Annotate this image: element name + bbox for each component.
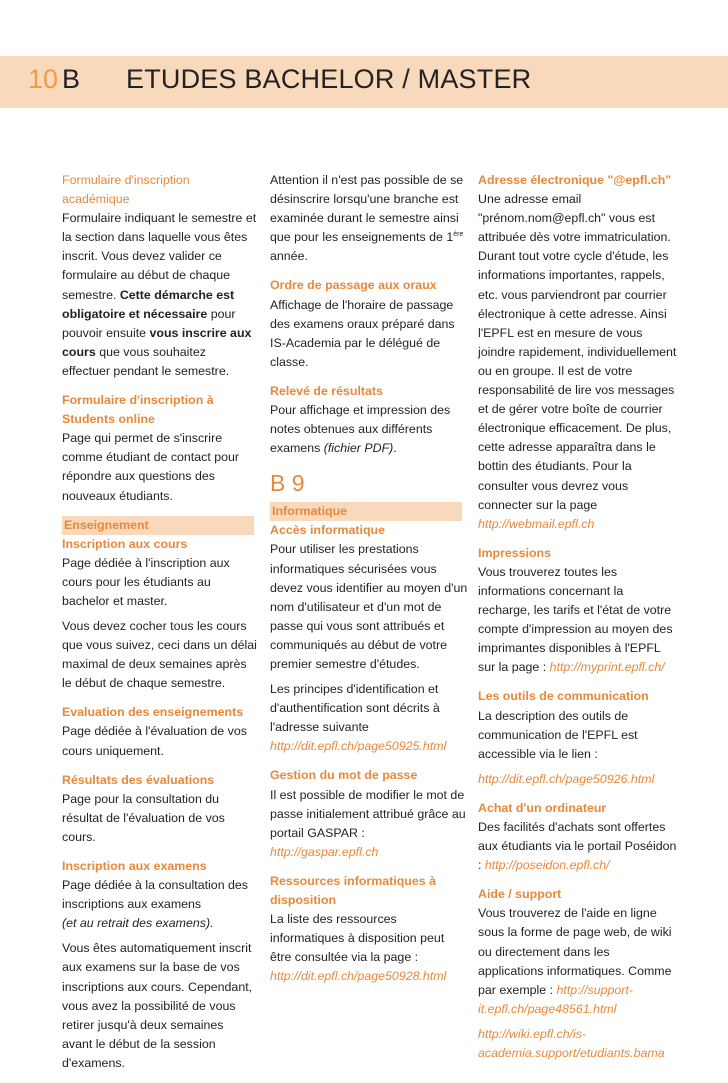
resources-text: La liste des ressources informatiques à disposition peut être consultée via la page : [270, 912, 445, 965]
exam-note: (et au retrait des examens). [62, 916, 214, 931]
eval-block [62, 703, 257, 760]
support-block [478, 885, 678, 1063]
eval-heading: Evaluation des enseignements [62, 705, 244, 720]
resources-link[interactable]: http://dit.epfl.ch/page50928.html [270, 969, 447, 984]
pwd-block [270, 766, 468, 861]
webmail-link[interactable]: http://webmail.epfl.ch [478, 516, 595, 531]
releve-note: (fichier PDF) [323, 441, 394, 456]
column-2 [270, 171, 468, 996]
oral-block [270, 276, 468, 371]
exam-block [62, 857, 257, 1073]
comm-heading: Les outils de communication [478, 689, 649, 704]
results-text: Page pour la consultation du résultat de l'évaluation de vos cours. [62, 791, 225, 844]
releve-block [270, 382, 468, 458]
buy-block [478, 799, 678, 875]
inscription-form-heading: Formulaire d'inscription académique [62, 173, 190, 207]
email-heading: Adresse électronique "@epfl.ch" [478, 173, 672, 187]
inscription-form-text-3: que vous souhaitez effectuer pendant le semestre. [62, 344, 230, 378]
eval-text: Page dédiée à l'évaluation de vos cours uniquement. [62, 724, 247, 758]
support-heading: Aide / support [478, 887, 562, 902]
oral-text: Affichage de l'horaire de passage des examens oraux préparé dans IS-Academia par le délégué de classe. [270, 297, 455, 369]
support-text [478, 904, 678, 1019]
support-it-link[interactable]: http://support-it.epfl.ch/page48561.html [478, 982, 633, 1016]
pwd-text: Il est possible de modifier le mot de passe initialement attribué grâce au portail GASPAR : [270, 787, 466, 840]
intro-text: Attention il n'est pas possible de se désinscrire lorsqu'une branche est examinée durant le semestre ainsi que pour les enseignements de 1 [270, 173, 464, 245]
resources-heading: Ressources informatiques à disposition [270, 873, 436, 907]
inscription-form-text-2: pour pouvoir ensuite [62, 306, 236, 340]
section-b9-title: B 9 [270, 470, 305, 497]
inscription-form-text [62, 209, 257, 381]
releve-heading: Relevé de résultats [270, 383, 383, 398]
students-online-text: Page qui permet de s'inscrire comme étudiant de contact pour répondre aux questions des nouveaux étudiants. [62, 431, 240, 503]
inscription-form-bold-2: vous inscrire aux cours [62, 325, 252, 359]
courses-heading: Inscription aux cours [62, 536, 188, 551]
results-heading: Résultats des évaluations [62, 772, 215, 787]
releve-text [270, 401, 468, 458]
inscription-form-bold-1: Cette démarche est obligatoire et nécessaire [62, 287, 235, 321]
wiki-link[interactable]: http://wiki.epfl.ch/is-academia.support/etudiants.bama [478, 1026, 665, 1061]
inscription-form-text-1: Formulaire indiquant le semestre et la section dans laquelle vous êtes inscrit. Vous devez valider ce formulaire au début de chaque semestre. [62, 211, 257, 302]
print-heading: Impressions [478, 545, 551, 560]
comm-block [478, 687, 678, 788]
email-text: Une adresse email "prénom.nom@epfl.ch" vous est attribuée dès votre immatriculation. Durant tout votre cycle d'étude, les informations importantes, rappels, etc. vous parviendront par courrier électronique à cette adresse. Ainsi l'EPFL est en mesure de vous joindre rapidement, individuellement ou en groupe. Il est de votre responsabilité de lire vos messages et de gérer votre boîte de courrier électronique efficacement. De plus, cette adresse apparaîtra dans le bottin des étudiants. Pour la consulter vous devrez vous connecter sur la page [478, 192, 677, 512]
section-letter: B [62, 64, 81, 94]
intro-sup: ère [453, 231, 464, 239]
resources-block [270, 872, 468, 987]
exam-heading: Inscription aux examens [62, 859, 207, 873]
access-text-2: Les principes d'identification et d'authentification sont décrits à l'adresse suivante [270, 682, 440, 735]
access-heading: Accès informatique [270, 523, 385, 538]
page-title: ETUDES BACHELOR / MASTER [126, 64, 532, 94]
comm-link[interactable]: http://dit.epfl.ch/page50926.html [478, 771, 655, 786]
intro-end: année. [270, 249, 308, 264]
students-online-heading: Formulaire d'inscription à Students online [62, 393, 214, 427]
courses-text-2: Vous devez cocher tous les cours que vous suivez, ceci dans un délai maximal de deux semaines après le début de chaque semestre. [62, 618, 257, 691]
results-block [62, 771, 257, 847]
comm-text: La description des outils de communication de l'EPFL est accessible via le lien : [478, 708, 638, 761]
inscription-form-block [62, 171, 257, 381]
students-online-block [62, 391, 257, 506]
print-text [478, 563, 678, 678]
access-block [270, 521, 468, 756]
buy-text-main: Des facilités d'achats sont offertes aux étudiants via le portail Poséidon : [478, 820, 677, 873]
myprint-link[interactable]: http://myprint.epfl.ch/ [549, 660, 665, 675]
exam-text: Page dédiée à la consultation des inscriptions aux examens [62, 878, 248, 912]
access-text: Pour utiliser les prestations informatiques sécurisées vous devez vous identifier au moyen d'un nom d'utilisateur et d'un mot de passe qui vous sont attribués et communiqués au début de votre premier semestre d'études. [270, 542, 468, 671]
courses-text: Page dédiée à l'inscription aux cours pour les étudiants au bachelor et master. [62, 555, 230, 608]
support-text-main: Vous trouverez de l'aide en ligne sous la forme de page web, de wiki ou directement dans les applications informatiques. Comme par exemple : [478, 906, 672, 997]
pwd-heading: Gestion du mot de passe [270, 768, 418, 783]
email-block [478, 171, 678, 534]
poseidon-link[interactable]: http://poseidon.epfl.ch/ [484, 858, 610, 873]
buy-heading: Achat d'un ordinateur [478, 800, 607, 815]
print-text-main: Vous trouverez toutes les informations concernant la recharge, les tarifs et l'état de votre compte d'impression au moyen des imprimantes disponibles à l'EPFL sur la page : [478, 564, 673, 675]
releve-text-end: . [393, 441, 397, 456]
exam-text-2: Vous êtes automatiquement inscrit aux examens sur la base de vos inscriptions aux cours. Cependant, vous avez la possibilité de vous retirer jusqu'à deux semaines avant le début de la session d'examens. [62, 941, 253, 1070]
oral-heading: Ordre de passage aux oraux [270, 278, 437, 293]
gaspar-link[interactable]: http://gaspar.epfl.ch [270, 844, 379, 859]
access-link[interactable]: http://dit.epfl.ch/page50925.html [270, 739, 447, 754]
enseignement-section-title: Enseignement [62, 516, 254, 535]
page-number: 10 [28, 64, 59, 94]
column-3 [478, 171, 678, 1073]
releve-text-main: Pour affichage et impression des notes obtenues aux différents examens [270, 403, 451, 456]
column-1 [62, 171, 257, 1083]
informatique-section-title: Informatique [270, 502, 462, 521]
courses-block [62, 535, 257, 694]
print-block [478, 544, 678, 678]
buy-text [478, 818, 678, 875]
intro-block [270, 171, 468, 266]
